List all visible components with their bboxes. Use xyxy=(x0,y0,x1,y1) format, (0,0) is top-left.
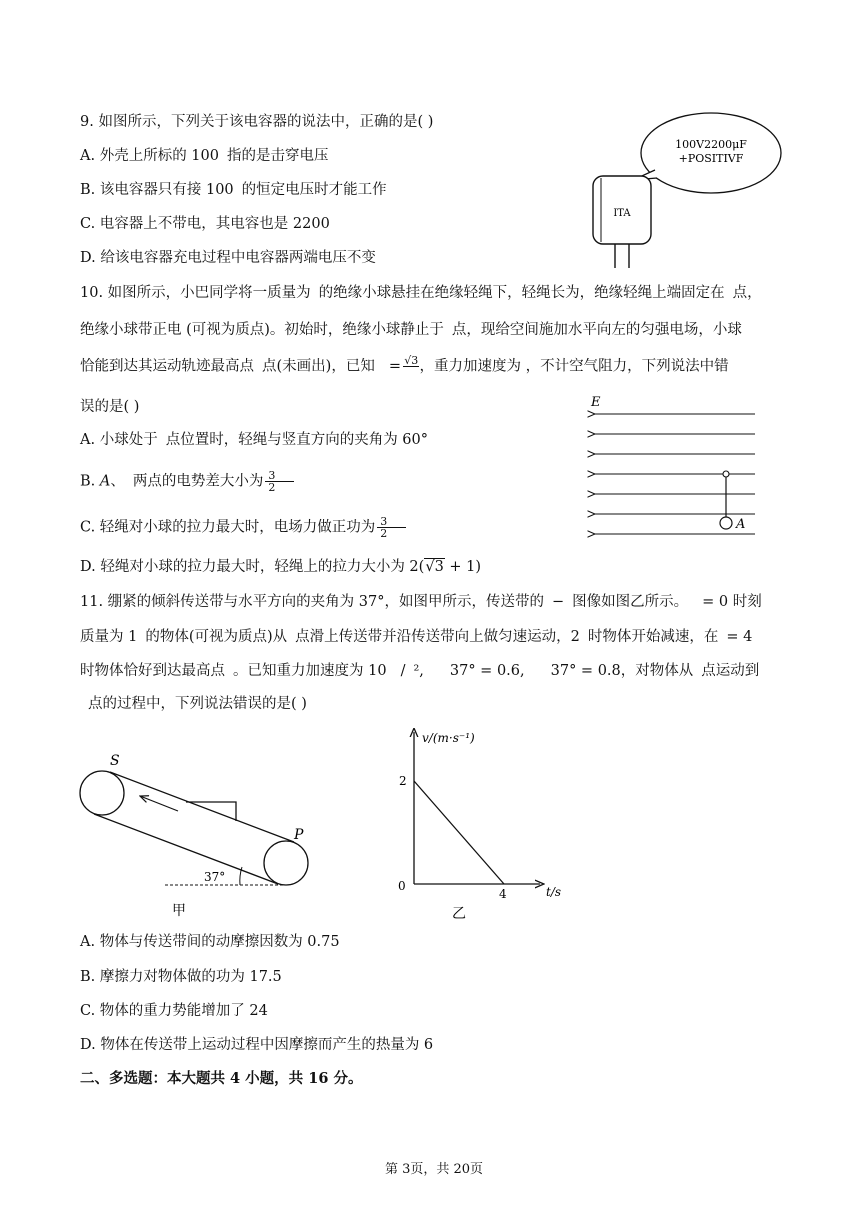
y-axis-label: v/(m·s⁻¹) xyxy=(422,731,475,745)
q10-line-3-a: 恰能到达其运动轨迹最高点 xyxy=(80,358,254,375)
q9-option-b-post: 的恒定电压时才能工作 xyxy=(241,182,387,198)
belt-top xyxy=(110,772,294,842)
conveyor-belt-figure xyxy=(70,745,330,925)
q11-line-2-a: 质量为 1 xyxy=(80,629,138,645)
q11-line-3-d: ², xyxy=(413,663,424,679)
q9-option-d: D. 给该电容器充电过程中电容器两端电压不变 xyxy=(80,250,376,266)
q10-option-b xyxy=(80,470,294,493)
q10-option-d xyxy=(80,557,481,577)
q10-line-1-c: 点， xyxy=(732,285,762,301)
charged-ball xyxy=(720,517,732,529)
angle-label: 37° xyxy=(204,870,226,884)
q10-ratio-num: √3 xyxy=(404,354,419,367)
x-tick-label: 4 xyxy=(499,887,507,901)
q10-line-1-b: 的绝缘小球悬挂在绝缘轻绳下，轻绳长为，绝缘轻绳上端固定在 xyxy=(318,285,725,301)
q10-line-1 xyxy=(80,283,762,303)
q9-option-a-pre: A. 外壳上所标的 100 xyxy=(80,148,219,164)
q11-line-3-c: / xyxy=(400,663,406,679)
q10-ratio-fraction xyxy=(403,355,420,378)
q9-option-c: C. 电容器上不带电，其电容也是 2200 xyxy=(80,216,330,232)
bubble-line-2: +POSITIVF xyxy=(678,152,744,165)
caption-a: 甲 xyxy=(172,903,186,919)
upper-roller xyxy=(80,771,124,815)
q11-line-4 xyxy=(80,694,307,714)
q10-option-c-num: 3 xyxy=(380,515,388,528)
motion-arrow xyxy=(140,796,178,811)
q11-line-2-b: 的物体(可视为质点)从 xyxy=(145,629,288,645)
q10-line-4: 误的是( ) xyxy=(80,399,140,415)
q10-option-c-den: 2 xyxy=(377,527,390,539)
q9-option-b-pre: B. 该电容器只有接 100 xyxy=(80,182,234,198)
q11-line-3-g: 点运动到 xyxy=(701,663,760,679)
q11-line-3-a: 时物体恰好到达最高点 xyxy=(80,663,225,679)
q11-line-4-text: 点的过程中，下列说法错误的是( ) xyxy=(88,696,307,712)
origin-label: 0 xyxy=(398,879,406,893)
q10-option-b-den: 2 xyxy=(265,481,278,493)
q9-option-a xyxy=(80,146,328,166)
x-axis-label: t/s xyxy=(546,885,562,899)
q11-option-b: B. 摩擦力对物体做的功为 17.5 xyxy=(80,969,282,985)
q10-option-b-mid: 、 xyxy=(110,473,125,490)
q11-line-1 xyxy=(80,592,762,612)
bubble-line-1: 100V2200μF xyxy=(675,138,747,151)
pivot-point xyxy=(723,471,729,477)
point-a-label: A xyxy=(736,517,746,532)
q10-line-3-eq: = xyxy=(388,358,401,375)
q11-line-3-e: 37° = 0.6, xyxy=(449,663,525,679)
lower-roller xyxy=(264,841,308,885)
q11-line-1-c: 图像如图乙所示。 xyxy=(572,594,689,610)
q10-line-3 xyxy=(80,355,729,378)
q9-stem: 9. 如图所示，下列关于该电容器的说法中，正确的是( ) xyxy=(80,114,434,130)
q10-option-d-post: + 1) xyxy=(444,559,482,575)
block-on-belt xyxy=(186,802,236,821)
electric-field-figure xyxy=(585,392,765,542)
q11-line-3 xyxy=(80,661,759,681)
page-footer: 第 3页，共 20页 xyxy=(384,1162,484,1177)
q10-option-c-pre: C. 轻绳对小球的拉力最大时，电场力做正功为 xyxy=(80,519,376,536)
q10-line-3-c: ，重力加速度为 ，不计空气阻力，下列说法中错 xyxy=(419,358,729,375)
y-tick-label: 2 xyxy=(399,774,407,788)
section-heading: 二、多选题：本大题共 4 小题，共 16 分。 xyxy=(80,1070,363,1087)
q10-option-b-pre: B. xyxy=(80,473,96,490)
q10-option-c xyxy=(80,516,406,539)
q11-line-1-b: − xyxy=(551,594,565,610)
q10-line-2-a: 绝缘小球带正电 (可视为质点)。初始时，绝缘小球静止于 xyxy=(80,322,444,338)
q11-line-2-c: 点滑上传送带并沿传送带向上做匀速运动，2 xyxy=(295,629,580,645)
belt-bottom xyxy=(94,814,278,884)
q10-option-b-fraction xyxy=(265,470,278,493)
label-p: P xyxy=(294,827,304,843)
q11-option-d: D. 物体在传送带上运动过程中因摩擦而产生的热量为 6 xyxy=(80,1037,434,1053)
q9-option-a-post: 指的是击穿电压 xyxy=(226,148,329,164)
q11-line-1-d: = 0 时刻 xyxy=(702,594,762,610)
q11-line-2-e: = 4 xyxy=(726,629,753,645)
q9-option-b xyxy=(80,180,387,200)
q11-line-2 xyxy=(80,627,752,647)
q11-option-c: C. 物体的重力势能增加了 24 xyxy=(80,1003,268,1019)
q10-line-2-b: 点，现给空间施加水平向左的匀强电场，小球 xyxy=(451,322,742,338)
q11-line-3-f: 37° = 0.8，对物体从 xyxy=(550,663,694,679)
capacitor-body-label: ITA xyxy=(613,208,631,219)
q10-line-3-b: 点(未画出)，已知 xyxy=(262,358,375,375)
q10-option-a-pre: A. 小球处于 xyxy=(80,432,158,448)
q10-line-2 xyxy=(80,320,742,340)
q10-option-a xyxy=(80,430,428,450)
q10-option-b-num: 3 xyxy=(268,469,276,482)
label-s: S xyxy=(110,753,120,769)
q10-option-d-sqrt: √3 xyxy=(425,559,444,575)
velocity-time-graph xyxy=(390,728,580,923)
q11-line-1-a: 11. 绷紧的倾斜传送带与水平方向的夹角为 37°，如图甲所示，传送带的 xyxy=(80,594,544,610)
q10-option-b-italic: A xyxy=(99,473,111,490)
velocity-line xyxy=(414,781,504,884)
q10-option-c-fraction xyxy=(377,516,390,539)
q11-line-3-b: 。已知重力加速度为 10 xyxy=(233,663,387,679)
q10-option-a-post: 点位置时，轻绳与竖直方向的夹角为 60° xyxy=(165,432,429,448)
q11-line-2-d: 时物体开始减速，在 xyxy=(587,629,719,645)
q10-line-1-a: 10. 如图所示，小巴同学将一质量为 xyxy=(80,285,311,301)
caption-b: 乙 xyxy=(452,906,466,922)
q11-option-a: A. 物体与传送带间的动摩擦因数为 0.75 xyxy=(80,934,340,950)
q10-option-b-post: 两点的电势差大小为 xyxy=(132,473,264,490)
capacitor-figure xyxy=(585,100,785,275)
field-label: E xyxy=(591,395,601,410)
q10-option-d-pre: D. 轻绳对小球的拉力最大时，轻绳上的拉力大小为 2( xyxy=(80,559,425,575)
